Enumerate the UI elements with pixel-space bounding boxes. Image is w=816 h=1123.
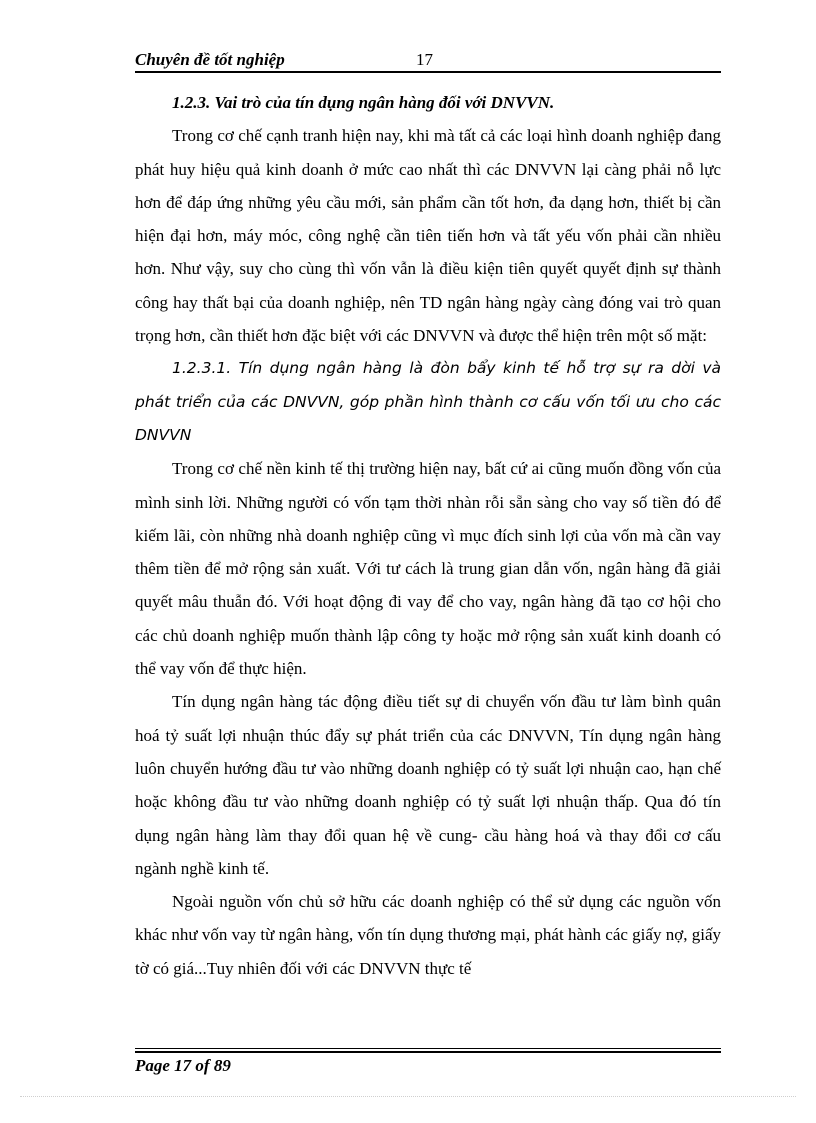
paragraph: Trong cơ chế cạnh tranh hiện nay, khi mà tất cả các loại hình doanh nghiệp đang phát huy hiệu quả kinh doanh ở mức cao nhất thì các DNVVN lại càng phải nỗ lực hơn để đáp ứng những yêu cầu mới, sản phẩm cần tốt hơn, đa dạng hơn, thiết bị cần hiện đại hơn, máy móc, công nghệ cần tiên tiến hơn và tất yếu vốn phải cần nhiều hơn. Như vậy, suy cho cùng thì vốn vẫn là điều kiện tiên quyết quyết định sự thành công hay thất bại của doanh nghiệp, nên TD ngân hàng ngày càng đóng vai trò quan trọng hơn, cần thiết hơn đặc biệt với các DNVVN và được thể hiện trên một số mặt: [135,126,721,346]
page-header [135,50,721,72]
section-heading: 1.2.3. Vai trò của tín dụng ngân hàng đối với DNVVN. [172,93,555,112]
header-divider [135,71,721,73]
paragraph: Trong cơ chế nền kinh tế thị trường hiện nay, bất cứ ai cũng muốn đồng vốn của mình sinh lời. Những người có vốn tạm thời nhàn rỗi sẵn sàng cho vay số tiền đó để kiếm lãi, còn những nhà doanh nghiệp cũng vì mục đích sinh lợi của vốn mà cần vay thêm tiền để mở rộng sản xuất. Với tư cách là trung gian dẫn vốn, ngân hàng đã giải quyết mâu thuẫn đó. Với hoạt động đi vay để cho vay, ngân hàng đã tạo cơ hội cho các chủ doanh nghiệp muốn thành lập công ty hoặc mở rộng sản xuất kinh doanh có thể vay vốn để thực hiện. [135,459,721,679]
header-title: Chuyên đề tốt nghiệp [135,50,285,69]
footer-divider [135,1048,721,1049]
footer-divider-thick [135,1051,721,1053]
paragraph: Ngoài nguồn vốn chủ sở hữu các doanh nghiệp có thể sử dụng các nguồn vốn khác như vốn vay từ ngân hàng, vốn tín dụng thương mại, phát hành các giấy nợ, giấy tờ có giá...Tuy nhiên đối với các DNVVN thực tế [135,892,721,978]
header-page-number: 17 [416,50,433,69]
paragraph: Tín dụng ngân hàng tác động điều tiết sự di chuyển vốn đầu tư làm bình quân hoá tỷ suất lợi nhuận thúc đẩy sự phát triển của các DNVVN, Tín dụng ngân hàng luôn chuyển hướng đầu tư vào những doanh nghiệp có tỷ suất lợi nhuận cao, hạn chế hoặc không đầu tư vào những doanh nghiệp có tỷ suất lợi nhuận thấp. Qua đó tín dụng ngân hàng làm thay đổi quan hệ về cung- cầu hàng hoá và thay đổi cơ cấu ngành nghề kinh tế. [135,692,721,878]
document-body [135,86,721,985]
page-edge [20,1096,796,1097]
subsection-heading: 1.2.3.1. Tín dụng ngân hàng là đòn bẩy kinh tế hỗ trợ sự ra dời và phát triển của các DNVVN, góp phần hình thành cơ cấu vốn tối ưu cho các DNVVN [135,359,721,444]
page-footer: Page 17 of 89 [135,1056,231,1075]
